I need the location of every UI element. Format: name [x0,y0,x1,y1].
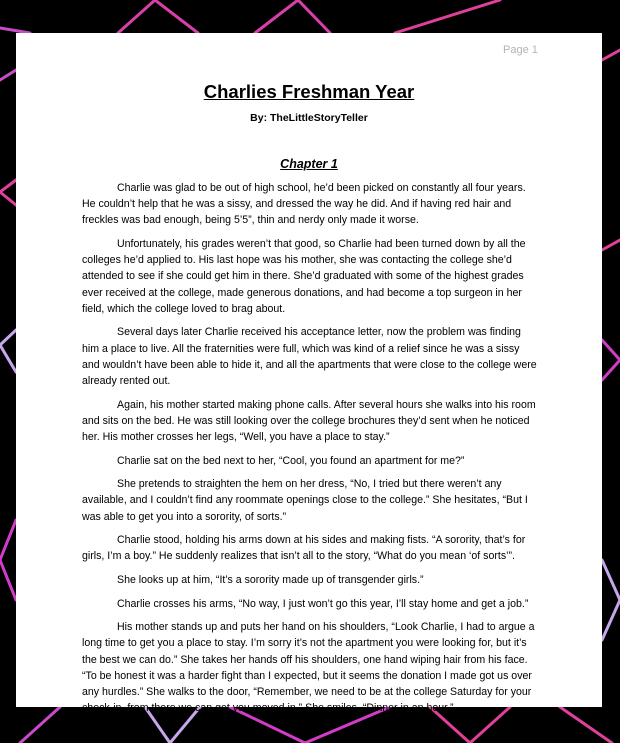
paragraph: Charlie crosses his arms, “No way, I just won’t go this year, I’ll stay home and get a job.” [117,597,529,610]
paragraph: Several days later Charlie received his acceptance letter, now the problem was finding him a place to live. All the fraternities were full, which was kind of a relief since he was a sissy and wouldn’t have been able to hide it, and all the apartments that were close to the college were already rented out. [82,326,537,388]
paragraph: She looks up at him, “It’s a sorority made up of transgender girls.” [117,574,424,586]
star-spike-right-low [602,560,620,640]
star-spike-top-right [255,0,330,33]
paragraph: Charlie sat on the bed next to her, “Cool, you found an apartment for me?” [117,454,465,467]
author-byline: By: TheLittleStoryTeller [250,112,368,124]
star-spike-left-mid2 [0,330,16,372]
star-ray-bottom-right [560,707,612,743]
star-ray-right [602,240,620,250]
star-spike-top-left [118,0,198,33]
star-spike-right-mid [602,340,620,380]
paragraph: Unfortunately, his grades weren’t that good, so Charlie had been turned down by all the colleges he’d applied to. His last hope was his mother, she was contacting the college she’d attended to see if she could get him in there. She’d graduated with some of the highest grades ever received at the college, made generous donations, and had become a top surgeon in her field, which the college loved to brag about. [82,238,526,315]
star-spike-left-low [0,520,16,600]
star-spike-left-mid [0,180,16,205]
paragraph: Charlie was glad to be out of high school, he’d been picked on constantly all four years. He couldn’t help that he was a sissy, and dressed the way he did. And if having red hair and freckles was bad enough, being 5’5”, thin and nerdy only made it worse. [82,182,526,227]
paragraph: Charlie stood, holding his arms down at his sides and making fists. “A sorority, that’s for girls, I’m a boy.” He suddenly realizes that isn’t all to the story, “What do you mean ‘of sorts’”. [82,534,526,563]
document-page [16,33,602,715]
paragraph: His mother stands up and puts her hand on his shoulders, “Look Charlie, I had to argue a long time to get you a place to stay. I’m sorry it’s not the apartment you were looking for, but it’s the best we can do.” She takes her hands off his shoulders, one hand wiping hair from his face. “To be honest it was a harder fight than I expected, but it seems the donation I made got us over any hurdles.” She walks to the door, “Remember, we need to be at the college Saturday for your check-in, from there we can get you moved in.” She smiles, “Dinner in an hour.” [82,621,535,715]
paragraph: She pretends to straighten the hem on her dress, “No, I tried but there weren’t any available, and I couldn’t find any roommate openings close to the college.” She hesitates, “But I was able to get you into a sorority, of sorts.” [82,478,528,523]
star-spike-bottom-left [20,707,60,743]
chapter-heading: Chapter 1 [280,157,338,171]
star-ray-top-right [395,0,500,33]
document-body [82,180,540,724]
paragraph: Again, his mother started making phone calls. After several hours she walks into his room and sits on the bed. He was still looking over the college brochures they’d sent when he noticed her. His mother crosses her legs, “Well, you have a place to stay.” [82,398,536,444]
document-title: Charlies Freshman Year [203,81,415,102]
star-ray-left-top [0,70,16,80]
star-spike-right-top [602,50,620,60]
page-number-label: Page 1 [503,44,538,56]
